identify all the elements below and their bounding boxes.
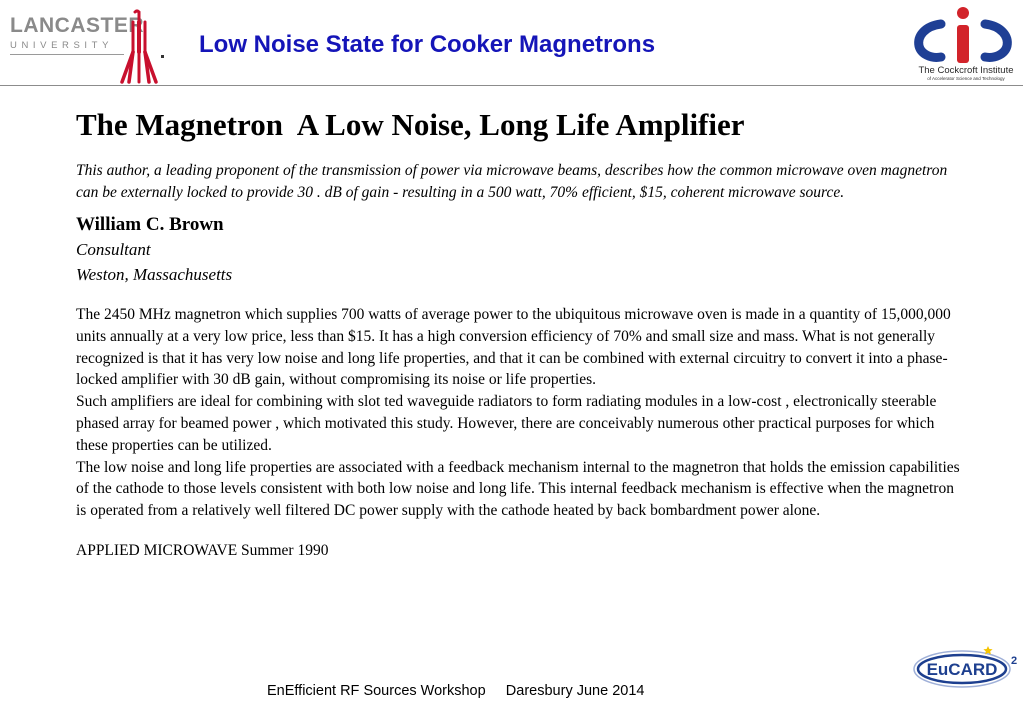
- author-location: Weston, Massachusetts: [76, 265, 233, 284]
- article-title: The Magnetron A Low Noise, Long Life Amplifier: [76, 107, 745, 142]
- eucard-logo-superscript: 2: [1011, 655, 1018, 667]
- logo-dot: [161, 55, 164, 58]
- article-content: [76, 106, 960, 561]
- footer-text: EnEfficient RF Sources Workshop Daresbury June 2014: [267, 683, 645, 699]
- body-paragraph: Such amplifiers are ideal for combining with slot ted waveguide radiators to form radiating modules in a low-cost , electronically steerable phased array for beamed power , which motivated this study. However, there are conceivably numerous other practical purposes for which these properties can be utilized.: [76, 393, 937, 454]
- university-wordmark: UNIVERSITY: [10, 40, 114, 51]
- eucard-logo-text: EuCARD: [926, 660, 998, 679]
- lancaster-university-logo: [10, 8, 160, 84]
- lancaster-university-crest-icon: [116, 8, 162, 86]
- article-abstract: This author, a leading proponent of the transmission of power via microwave beams, describes how the common microwave oven magnetron can be externally locked to provide 30 . dB of gain - resulting in a 500 watt, 70% efficient, $15, coherent microwave source.: [76, 162, 948, 201]
- cockcroft-institute-name: The Cockcroft Institute: [918, 65, 1014, 76]
- cockcroft-institute-logo: [903, 2, 1023, 84]
- body-paragraph: The 2450 MHz magnetron which supplies 700 watts of average power to the ubiquitous microwave oven is made in a quantity of 15,000,000 units annually at a very low price, less than $15. It has a high conversion efficiency of 70% and small size and mass. What is not generally recognized is that it has very low noise and long life properties, and that it can be combined with external circuitry to convert it into a phase-locked amplifier with 30 dB gain, without compromising its noise or life properties.: [76, 306, 951, 389]
- header-divider: [0, 85, 1023, 86]
- article-citation: APPLIED MICROWAVE Summer 1990: [76, 541, 329, 559]
- cockcroft-institute-subtitle: of Accelerator Science and Technology: [927, 76, 1005, 81]
- lancaster-wordmark: LANCASTER: [10, 14, 144, 37]
- eucard2-logo-icon: [910, 642, 1022, 692]
- slide-title: Low Noise State for Cooker Magnetrons: [199, 31, 656, 58]
- lancaster-logo-rule: [10, 54, 124, 55]
- article-body: [76, 304, 960, 522]
- body-paragraph: The low noise and long life properties are associated with a feedback mechanism internal to the magnetron that holds the emission capabilities of the cathode to those levels consistent with both low noise and long life. This internal feedback mechanism is effective when the magnetron is operated from a relatively well filtered DC power supply with the cathode heated by back bombardment power alone.: [76, 458, 960, 520]
- author-role: Consultant: [76, 240, 151, 259]
- cockcroft-institute-icon: [903, 2, 1023, 66]
- author-name: William C. Brown: [76, 214, 224, 235]
